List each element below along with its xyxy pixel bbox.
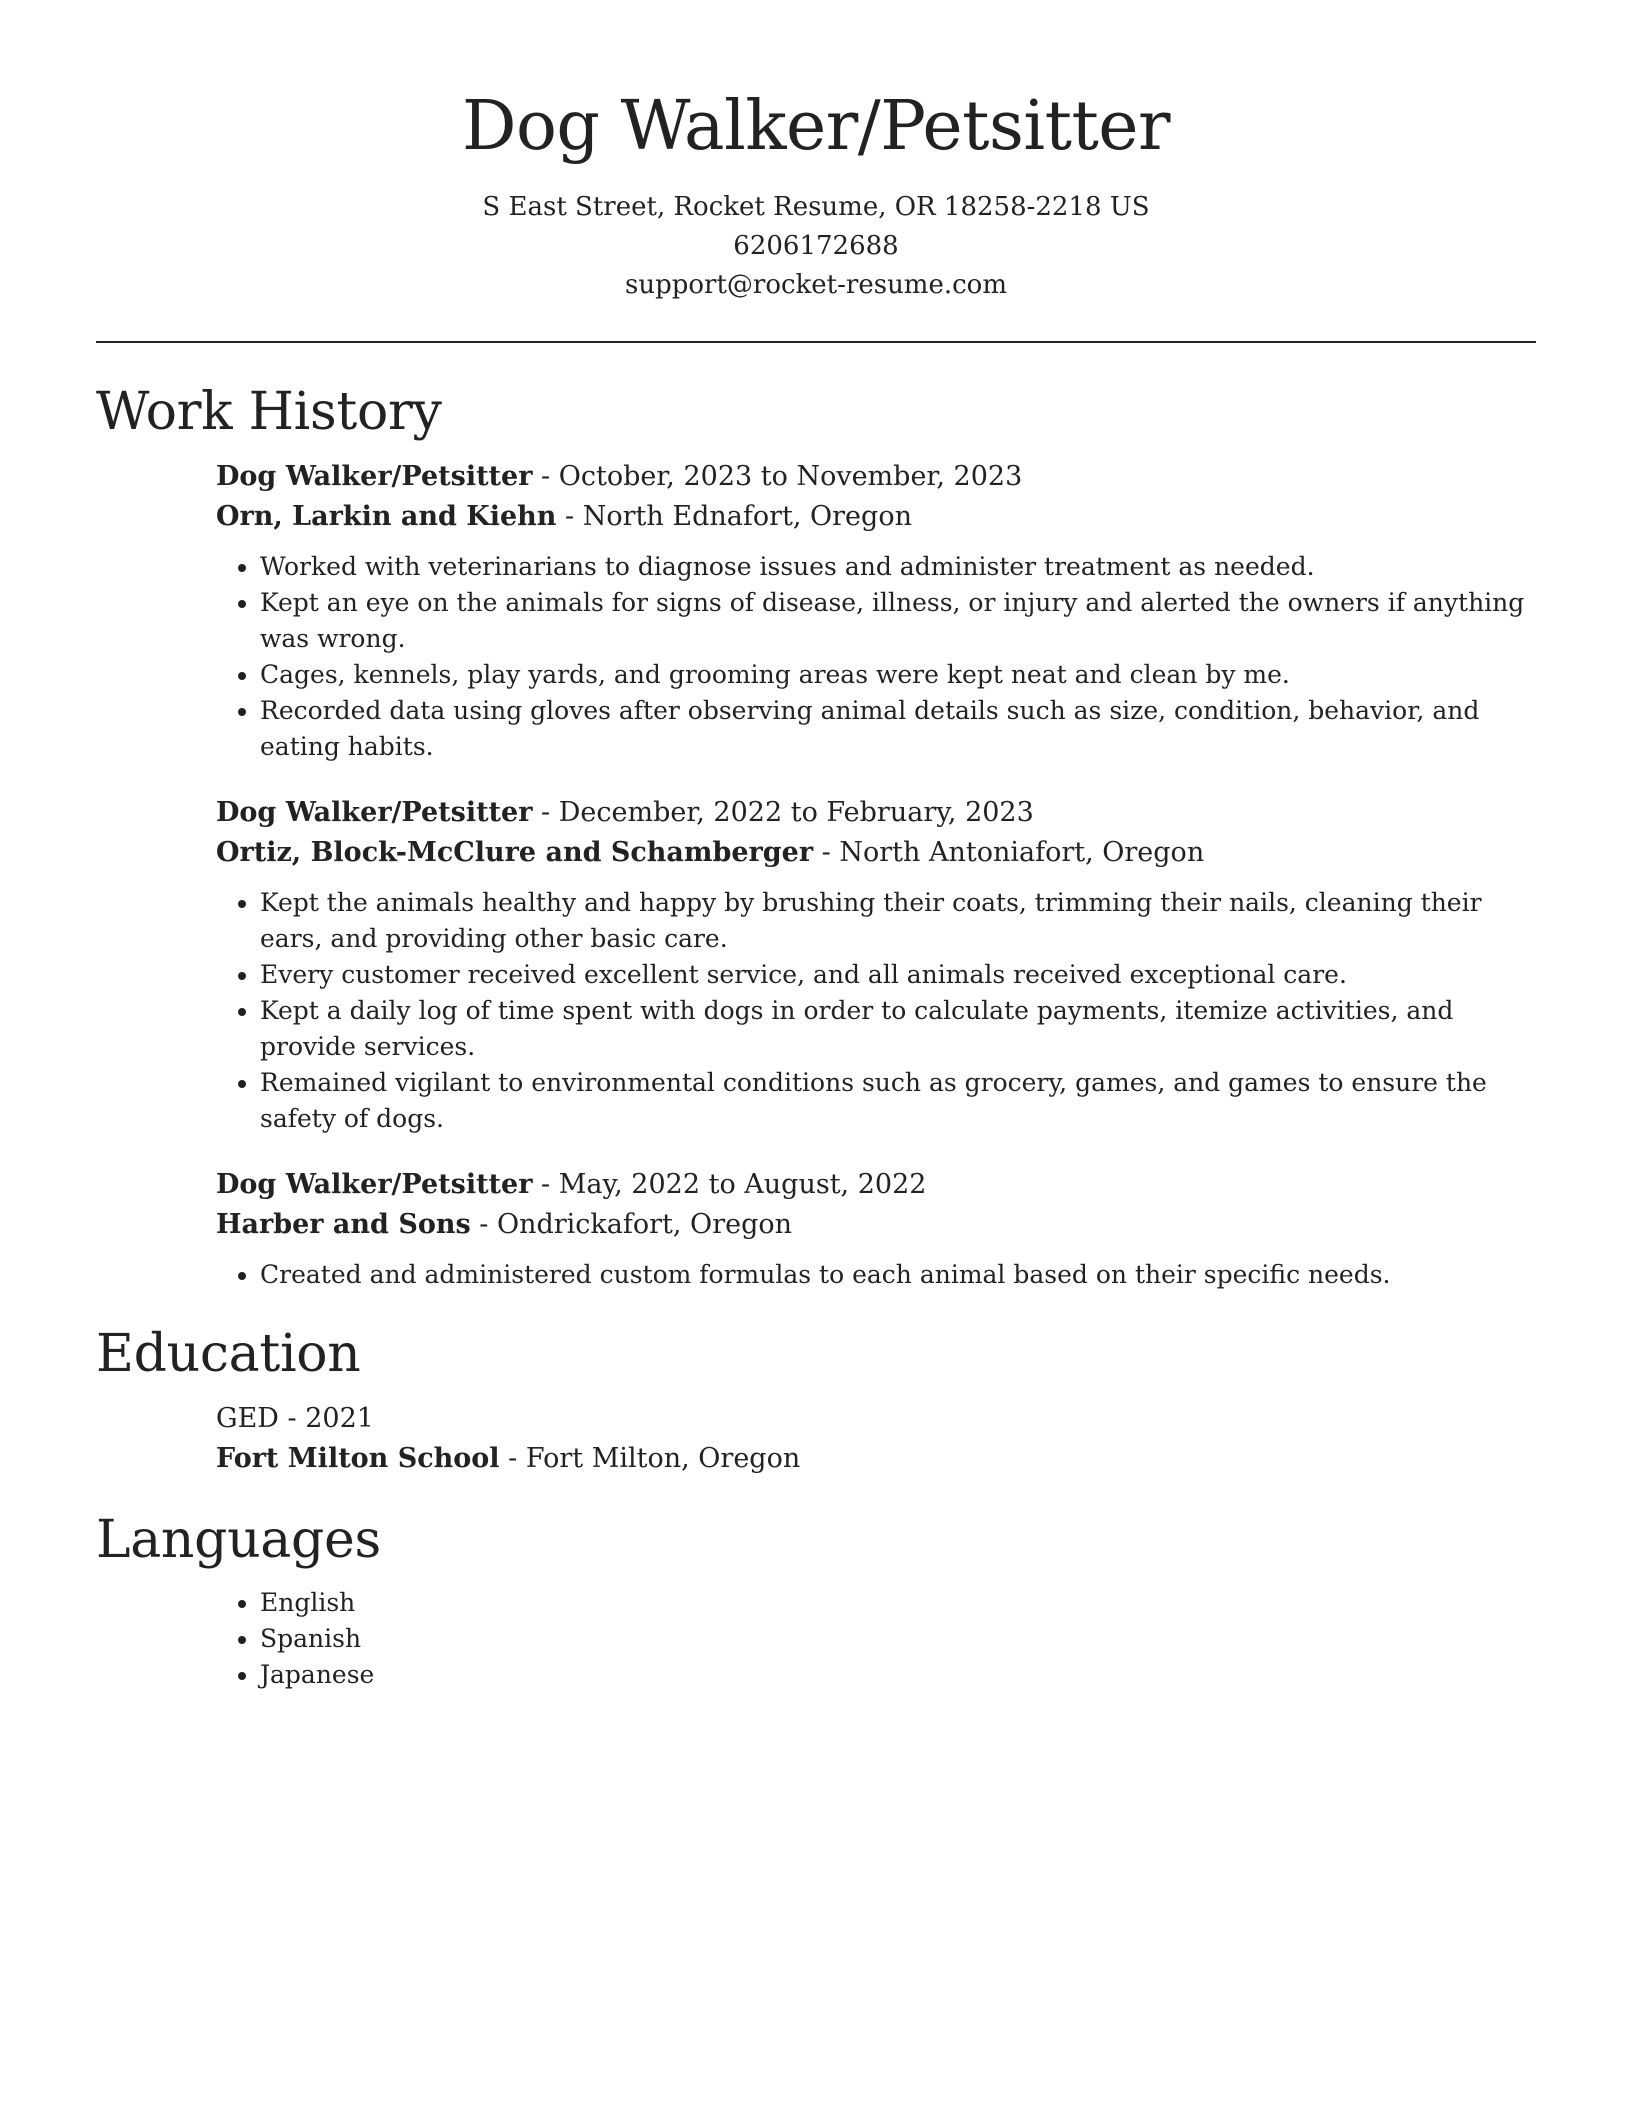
header-divider <box>96 341 1536 343</box>
job-entry <box>216 793 1536 1137</box>
job-bullet-list <box>216 885 1536 1137</box>
contact-email[interactable]: support@rocket-resume.com <box>624 270 1007 300</box>
separator: - <box>532 1169 559 1200</box>
education-degree-line <box>216 1399 1536 1439</box>
job-company: Orn, Larkin and Kiehn <box>216 501 557 532</box>
job-title-line <box>216 793 1536 833</box>
job-bullet: • Remained vigilant to environmental conditions such as grocery, games, and games to ensure the safety of dogs. <box>260 1065 1536 1137</box>
job-location: North Ednafort, Oregon <box>582 501 912 532</box>
job-dates: October, 2023 to November, 2023 <box>558 461 1023 492</box>
contact-phone: 6206172688 <box>733 231 899 261</box>
languages-body <box>96 1585 1536 1693</box>
job-entry <box>216 1165 1536 1293</box>
section-title-education: Education <box>96 1324 361 1384</box>
job-company-line <box>216 497 1536 537</box>
job-title-line <box>216 1165 1536 1205</box>
separator: - <box>813 837 840 868</box>
job-dates: December, 2022 to February, 2023 <box>558 797 1034 828</box>
job-entry <box>216 457 1536 765</box>
job-location: North Antoniafort, Oregon <box>839 837 1205 868</box>
separator: - <box>470 1209 497 1240</box>
job-bullet: • Worked with veterinarians to diagnose issues and administer treatment as needed. <box>260 549 1536 585</box>
job-bullet: • Kept the animals healthy and happy by brushing their coats, trimming their nails, cleaning their ears, and providing other basic care. <box>260 885 1536 957</box>
separator: - <box>499 1443 526 1474</box>
candidate-name: Dog Walker/Petsitter <box>461 87 1171 166</box>
separator: - <box>532 461 559 492</box>
separator: - <box>278 1403 306 1434</box>
separator: - <box>556 501 583 532</box>
job-bullet: • Recorded data using gloves after observing animal details such as size, condition, behavior, and eating habits. <box>260 693 1536 765</box>
contact-address: S East Street, Rocket Resume, OR 18258-2218 US <box>482 192 1150 222</box>
language-item: • Japanese <box>260 1657 1536 1693</box>
education-school: Fort Milton School <box>216 1443 500 1474</box>
job-bullet: • Kept a daily log of time spent with dogs in order to calculate payments, itemize activities, and provide services. <box>260 993 1536 1065</box>
languages-section <box>96 1507 1536 1693</box>
work-history-section <box>96 379 1536 1293</box>
language-item: • English <box>260 1585 1536 1621</box>
job-bullet-list <box>216 549 1536 765</box>
education-section <box>96 1321 1536 1479</box>
job-bullet: • Cages, kennels, play yards, and grooming areas were kept neat and clean by me. <box>260 657 1536 693</box>
resume-header <box>96 0 1536 305</box>
education-school-line <box>216 1439 1536 1479</box>
job-location: Ondrickafort, Oregon <box>496 1209 793 1240</box>
job-title-line <box>216 457 1536 497</box>
education-degree: GED <box>216 1403 279 1434</box>
job-company-line <box>216 833 1536 873</box>
job-role: Dog Walker/Petsitter <box>216 461 533 492</box>
section-title-work-history: Work History <box>96 382 442 442</box>
job-role: Dog Walker/Petsitter <box>216 1169 533 1200</box>
job-bullet: • Every customer received excellent service, and all animals received exceptional care. <box>260 957 1536 993</box>
job-role: Dog Walker/Petsitter <box>216 797 533 828</box>
job-company: Harber and Sons <box>216 1209 471 1240</box>
job-dates: May, 2022 to August, 2022 <box>558 1169 927 1200</box>
job-bullet-list <box>216 1257 1536 1293</box>
separator: - <box>532 797 559 828</box>
education-body <box>96 1399 1536 1479</box>
job-bullet: • Created and administered custom formulas to each animal based on their specific needs. <box>260 1257 1536 1293</box>
education-location: Fort Milton, Oregon <box>525 1443 801 1474</box>
work-history-body <box>96 457 1536 1293</box>
job-bullet: • Kept an eye on the animals for signs of disease, illness, or injury and alerted the owners if anything was wrong. <box>260 585 1536 657</box>
education-year: 2021 <box>305 1403 374 1434</box>
language-item: • Spanish <box>260 1621 1536 1657</box>
languages-list <box>216 1585 1536 1693</box>
job-company-line <box>216 1205 1536 1245</box>
job-company: Ortiz, Block-McClure and Schamberger <box>216 837 814 868</box>
section-title-languages: Languages <box>96 1510 381 1570</box>
